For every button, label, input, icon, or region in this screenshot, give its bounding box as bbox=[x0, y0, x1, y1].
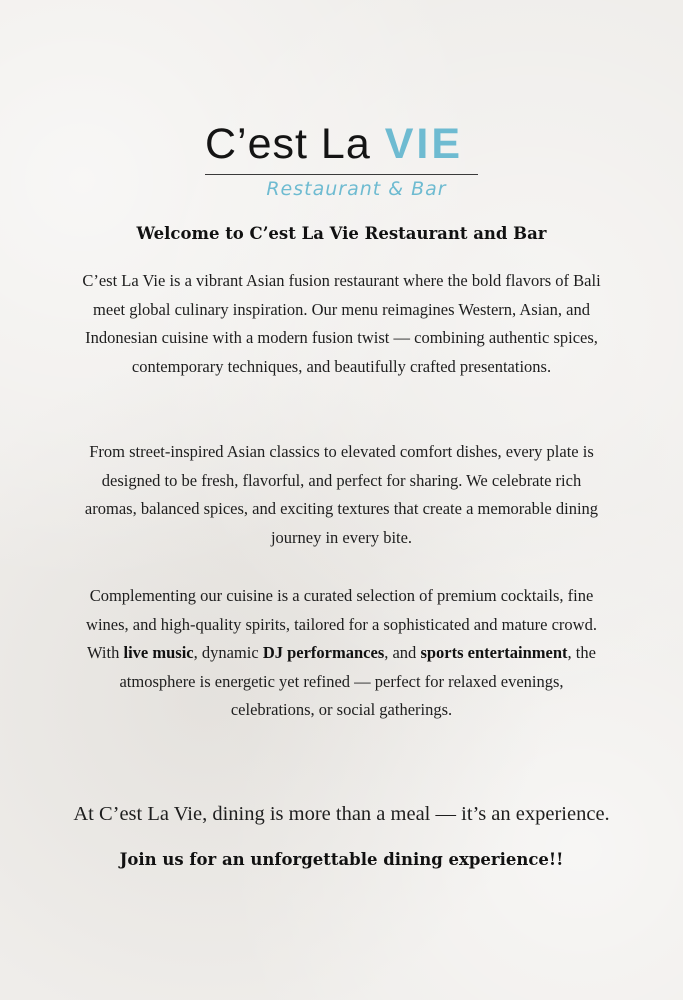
highlight-sports-entertainment: sports entertainment bbox=[420, 643, 568, 663]
logo-subtitle: Restaurant & Bar bbox=[266, 178, 447, 200]
paragraph-text: , and bbox=[384, 643, 421, 663]
logo-divider bbox=[205, 174, 478, 175]
paragraph-text: , dynamic bbox=[193, 643, 263, 663]
paragraph-text: , the atmosphere is energetic yet refined — perfect for relaxed evenings, celebrations, or social gatherings. bbox=[119, 643, 596, 720]
logo-wordmark-primary: C’est La bbox=[205, 120, 371, 168]
restaurant-logo bbox=[200, 118, 483, 202]
call-to-action: Join us for an unforgettable dining experience!! bbox=[119, 850, 564, 869]
tagline: At C’est La Vie, dining is more than a meal — it’s an experience. bbox=[73, 803, 610, 825]
cuisine-paragraph: From street-inspired Asian classics to elevated comfort dishes, every plate is designed to be fresh, flavorful, and perfect for sharing. We celebrate rich aromas, balanced spices, and exciting textures that create a memorable dining journey in every bite. bbox=[84, 442, 599, 547]
logo-wordmark-accent: VIE bbox=[384, 120, 464, 168]
highlight-dj-performances: DJ performances bbox=[262, 643, 385, 663]
page-heading: Welcome to C’est La Vie Restaurant and Bar bbox=[136, 224, 547, 243]
logo-wordmark bbox=[205, 118, 463, 170]
paragraph-text: Complementing our cuisine is a curated selection of premium cocktails, fine wines, and high-quality spirits, tailored for a sophisticated and mature crowd. With bbox=[86, 586, 597, 663]
highlight-live-music: live music bbox=[123, 643, 194, 663]
bar-entertainment-paragraph bbox=[78, 582, 605, 725]
intro-paragraph: C’est La Vie is a vibrant Asian fusion restaurant where the bold flavors of Bali meet global culinary inspiration. Our menu reimagines Western, Asian, and Indonesian cuisine with a modern fusion twist — combining authentic spices, contemporary techniques, and beautifully crafted presentations. bbox=[82, 271, 601, 376]
